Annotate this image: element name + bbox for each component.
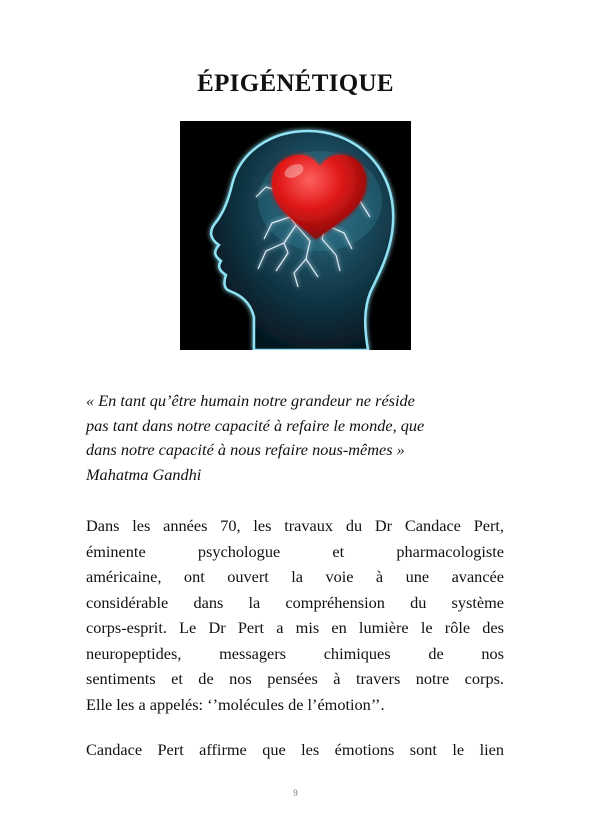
paragraph-line: américaine, ont ouvert la voie à une avancée [86,567,504,586]
head-heart-illustration [180,121,411,350]
page-title: ÉPIGÉNÉTIQUE [197,70,394,97]
quote-block [86,389,506,487]
paragraph-line: sentiments et de nos pensées à travers notre corps. [86,669,504,688]
paragraph-line: Candace Pert affirme que les émotions sont le lien [86,740,504,759]
paragraph-line: Dans les années 70, les travaux du Dr Candace Pert, [86,516,504,535]
paragraph-emotions [86,737,504,763]
paragraph-line: neuropeptides, messagers chimiques de nos [86,643,504,663]
paragraph-candace-pert [86,513,504,717]
paragraph-line: considérable dans la compréhension du système [86,592,504,612]
quote-line: pas tant dans notre capacité à refaire le monde, que [86,415,425,435]
glowing-head-with-heart-icon [180,121,411,350]
paragraph-line: corps-esprit. Le Dr Pert a mis en lumière le rôle des [86,618,504,637]
paragraph-line: éminente psychologue et pharmacologiste [86,541,504,561]
quote-line: « En tant qu’être humain notre grandeur ne réside [86,391,415,410]
page-number: 9 [293,788,298,798]
quote-line: dans notre capacité à nous refaire nous-mêmes » [86,440,405,460]
quote-author: Mahatma Gandhi [86,464,202,484]
paragraph-line: Elle les a appelés: ‘’molécules de l’émotion’’. [86,694,385,714]
